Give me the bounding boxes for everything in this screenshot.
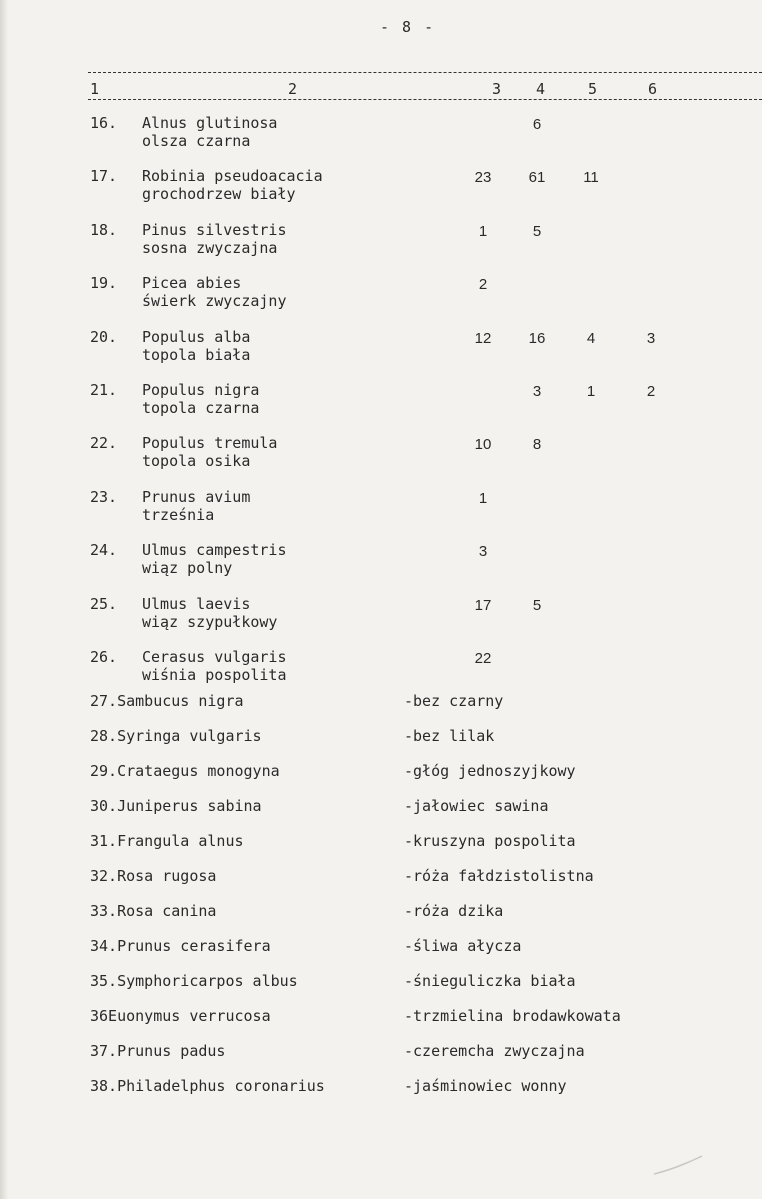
table-top-rule [88,72,762,73]
latin-name: Alnus glutinosa [142,114,278,132]
polish-name: grochodrzew biały [142,185,296,203]
header-col-6: 6 [648,80,658,98]
shrub-latin-name: 27.Sambucus nigra [90,692,244,710]
latin-name: Ulmus laevis [142,595,251,613]
count-c3: 2 [478,276,488,293]
polish-name: trześnia [142,506,215,524]
shrub-polish-name: -bez czarny [404,692,504,710]
count-c3: 12 [474,330,492,347]
count-c3: 1 [478,223,488,240]
header-col-1: 1 [90,80,100,98]
row-number: 20. [90,328,118,346]
shrub-polish-name: -bez lilak [404,727,495,745]
polish-name: topola biała [142,346,251,364]
count-c6: 2 [646,383,656,400]
row-number: 23. [90,488,118,506]
table-header-rule [88,99,762,100]
page-edge-shadow [0,0,8,1199]
shrub-latin-name: 34.Prunus cerasifera [90,937,271,955]
polish-name: topola osika [142,452,251,470]
polish-name: wiśnia pospolita [142,666,287,684]
count-c3: 17 [474,597,492,614]
shrub-latin-name: 33.Rosa canina [90,902,217,920]
shrub-polish-name: -jałowiec sawina [404,797,549,815]
polish-name: wiąz szypułkowy [142,613,278,631]
shrub-latin-name: 37.Prunus padus [90,1042,226,1060]
row-number: 18. [90,221,118,239]
latin-name: Populus alba [142,328,251,346]
latin-name: Cerasus vulgaris [142,648,287,666]
shrub-latin-name: 30.Juniperus sabina [90,797,262,815]
shrub-latin-name: 35.Symphoricarpos albus [90,972,298,990]
latin-name: Picea abies [142,274,242,292]
shrub-polish-name: -śnieguliczka biała [404,972,576,990]
count-c5: 11 [583,169,599,186]
count-c4: 61 [528,169,546,186]
shrub-polish-name: -trzmielina brodawkowata [404,1007,621,1025]
row-number: 19. [90,274,118,292]
count-c3: 22 [474,650,492,667]
latin-name: Populus tremula [142,434,278,452]
shrub-polish-name: -jaśminowiec wonny [404,1077,567,1095]
header-col-3: 3 [492,80,502,98]
polish-name: wiąz polny [142,559,233,577]
count-c4: 5 [532,223,542,240]
count-c4: 5 [532,597,542,614]
shrub-polish-name: -śliwa ałycza [404,937,522,955]
count-c5: 4 [586,330,596,347]
count-c3: 23 [474,169,492,186]
polish-name: topola czarna [142,399,260,417]
latin-name: Robinia pseudoacacia [142,167,323,185]
row-number: 17. [90,167,118,185]
header-col-4: 4 [536,80,546,98]
row-number: 25. [90,595,118,613]
polish-name: olsza czarna [142,132,251,150]
shrub-polish-name: -głóg jednoszyjkowy [404,762,576,780]
shrub-latin-name: 38.Philadelphus coronarius [90,1077,325,1095]
count-c3: 10 [474,436,492,453]
header-col-5: 5 [588,80,598,98]
count-c4: 16 [528,330,546,347]
polish-name: sosna zwyczajna [142,239,278,257]
row-number: 24. [90,541,118,559]
count-c4: 3 [532,383,542,400]
latin-name: Pinus silvestris [142,221,287,239]
latin-name: Ulmus campestris [142,541,287,559]
shrub-latin-name: 32.Rosa rugosa [90,867,217,885]
shrub-latin-name: 28.Syringa vulgaris [90,727,262,745]
polish-name: świerk zwyczajny [142,292,287,310]
header-col-2: 2 [288,80,298,98]
count-c4: 8 [532,436,542,453]
shrub-polish-name: -róża dzika [404,902,504,920]
count-c5: 1 [586,383,596,400]
shrub-polish-name: -róża fałdzistolistna [404,867,594,885]
shrub-polish-name: -czeremcha zwyczajna [404,1042,585,1060]
row-number: 16. [90,114,118,132]
shrub-polish-name: -kruszyna pospolita [404,832,576,850]
row-number: 26. [90,648,118,666]
count-c3: 3 [478,543,488,560]
count-c3: 1 [478,490,488,507]
row-number: 21. [90,381,118,399]
pencil-mark [650,1150,710,1180]
shrub-latin-name: 31.Frangula alnus [90,832,244,850]
count-c6: 3 [646,330,656,347]
page-number: - 8 - [380,18,436,36]
shrub-latin-name: 36Euonymus verrucosa [90,1007,271,1025]
count-c4: 6 [532,116,542,133]
latin-name: Prunus avium [142,488,251,506]
shrub-latin-name: 29.Crataegus monogyna [90,762,280,780]
latin-name: Populus nigra [142,381,260,399]
row-number: 22. [90,434,118,452]
